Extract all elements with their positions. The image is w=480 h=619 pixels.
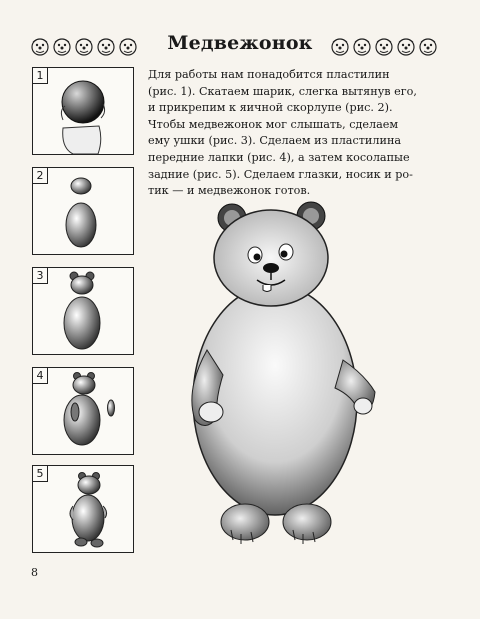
step-figure-4 — [32, 367, 134, 455]
clown-face-icon — [418, 36, 438, 58]
step-number: 4 — [32, 367, 48, 384]
instructions-text — [148, 67, 466, 200]
step-number: 1 — [32, 67, 48, 84]
page-title: Медвежонок — [167, 32, 313, 54]
text-line: Для работы нам понадобится пластилин — [148, 68, 390, 81]
egg-body-illustration — [33, 168, 133, 254]
clown-face-icon — [52, 36, 72, 58]
step-figure-1 — [32, 67, 134, 155]
decor-faces-left — [30, 36, 138, 58]
clown-face-icon — [118, 36, 138, 58]
step-figure-5 — [32, 465, 134, 553]
step-number: 5 — [32, 465, 48, 482]
text-line: передние лапки (рис. 4), а затем косолапые — [148, 150, 410, 164]
page-number: 8 — [31, 566, 38, 579]
text-line: задние (рис. 5). Сделаем глазки, носик и ро- — [148, 167, 413, 181]
clay-ball-in-hand-illustration — [33, 68, 133, 154]
text-line: Чтобы медвежонок мог слышать, сделаем — [148, 117, 399, 131]
body-with-hind-paws-illustration — [33, 466, 133, 552]
text-line: и прикрепим к яичной скорлупе (рис. 2). — [148, 101, 393, 115]
step-number: 2 — [32, 167, 48, 184]
clown-face-icon — [74, 36, 94, 58]
clown-face-icon — [396, 36, 416, 58]
text-line: тик — и медвежонок готов. — [148, 184, 311, 198]
clown-face-icon — [30, 36, 50, 58]
bear-cub-illustration — [185, 200, 385, 555]
clown-face-icon — [330, 36, 350, 58]
decor-faces-right — [330, 36, 438, 58]
body-with-ears-illustration — [33, 268, 133, 354]
step-number: 3 — [32, 267, 48, 284]
step-figure-3 — [32, 267, 134, 355]
step-figure-2 — [32, 167, 134, 255]
body-with-front-paws-illustration — [33, 368, 133, 454]
text-line: ему ушки (рис. 3). Сделаем из пластилина — [148, 134, 402, 148]
clown-face-icon — [374, 36, 394, 58]
text-line: (рис. 1). Скатаем шарик, слегка вытянув его, — [148, 84, 417, 98]
clown-face-icon — [96, 36, 116, 58]
clown-face-icon — [352, 36, 372, 58]
